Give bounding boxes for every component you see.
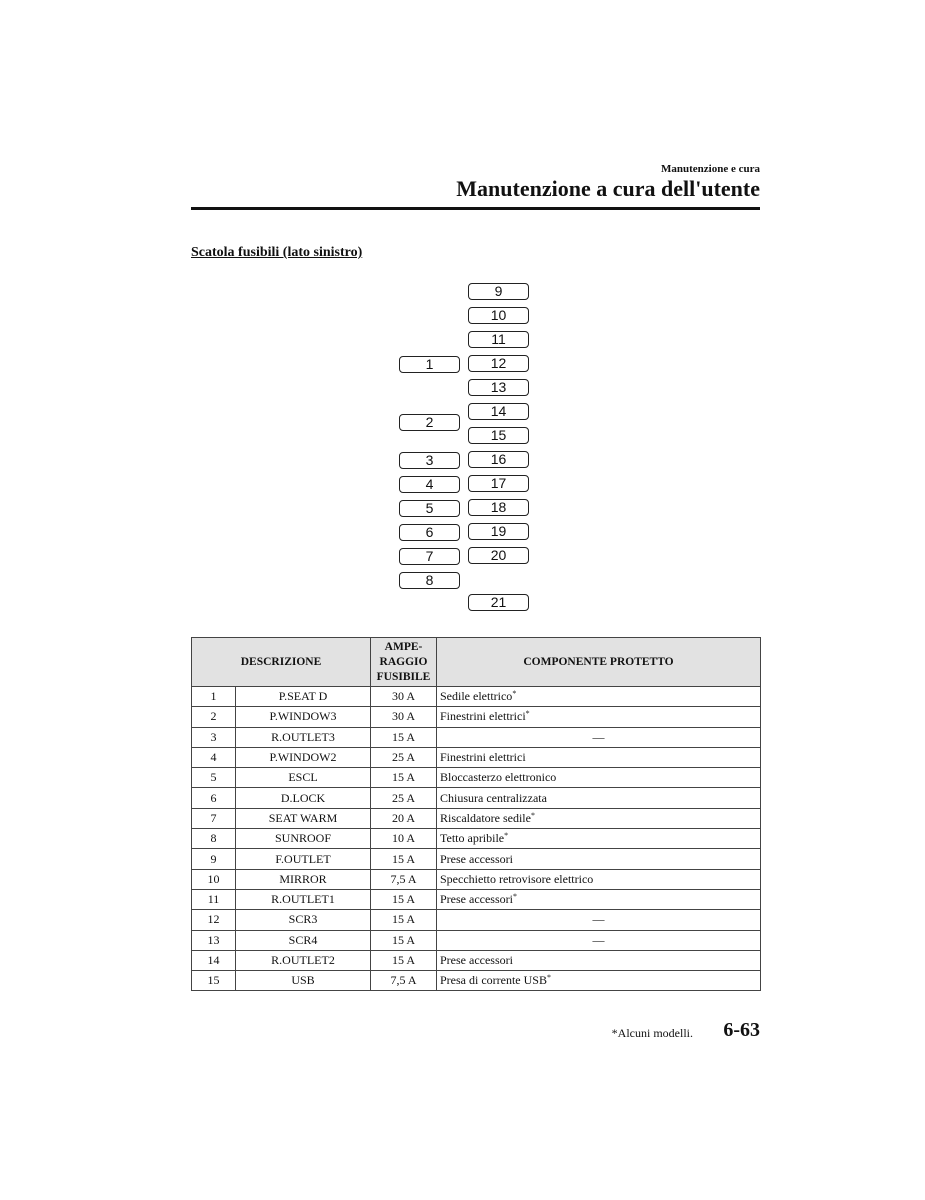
table-row: [192, 687, 761, 707]
header-component: COMPONENTE PROTETTO: [437, 638, 761, 687]
fuse-description: F.OUTLET: [236, 849, 371, 869]
fuse-ampere: 15 A: [371, 727, 437, 747]
protected-component: [437, 727, 761, 747]
fuse-slot: 20: [468, 547, 529, 564]
table-row: [192, 910, 761, 930]
component-text: Finestrini elettrici: [440, 709, 526, 724]
subheading: Scatola fusibili (lato sinistro): [191, 245, 363, 260]
page-title: Manutenzione a cura dell'utente: [456, 176, 760, 201]
protected-component: [437, 747, 761, 767]
fuse-ampere: 15 A: [371, 849, 437, 869]
protected-component: [437, 869, 761, 889]
fuse-description: R.OUTLET2: [236, 950, 371, 970]
component-text: Riscaldatore sedile: [440, 810, 531, 825]
fuse-slot: 2: [399, 414, 460, 431]
fuse-description: SUNROOF: [236, 829, 371, 849]
some-models-marker: *: [512, 892, 517, 902]
page-number: 6-63: [723, 1019, 760, 1041]
table-row: [192, 930, 761, 950]
component-text: Chiusura centralizzata: [440, 790, 547, 805]
protected-component: [437, 889, 761, 909]
protected-component: [437, 788, 761, 808]
fuse-description: R.OUTLET1: [236, 889, 371, 909]
header-ampere: AMPE- RAGGIO FUSIBILE: [371, 638, 437, 687]
table-row: [192, 808, 761, 828]
fuse-description: P.WINDOW2: [236, 747, 371, 767]
table-row: [192, 788, 761, 808]
header-description: DESCRIZIONE: [192, 638, 371, 687]
fuse-slot: 16: [468, 451, 529, 468]
some-models-marker: *: [512, 689, 517, 699]
component-text: Finestrini elettrici: [440, 750, 526, 765]
fuse-slot: 10: [468, 307, 529, 324]
component-text: Prese accessori: [440, 892, 513, 907]
protected-component: [437, 687, 761, 707]
fuse-number: 7: [192, 808, 236, 828]
fuse-ampere: 15 A: [371, 930, 437, 950]
fuse-ampere: 10 A: [371, 829, 437, 849]
fuse-description: P.WINDOW3: [236, 707, 371, 727]
section-label: Manutenzione e cura: [661, 163, 760, 175]
component-text: Presa di corrente USB: [440, 973, 547, 988]
component-text: Sedile elettrico: [440, 689, 513, 704]
title-rule: [191, 207, 760, 210]
fuse-description: ESCL: [236, 768, 371, 788]
table-row: [192, 707, 761, 727]
fuse-ampere: 7,5 A: [371, 971, 437, 991]
table-row: [192, 849, 761, 869]
protected-component: [437, 768, 761, 788]
component-text: Specchietto retrovisore elettrico: [440, 871, 594, 886]
fuse-number: 14: [192, 950, 236, 970]
fuse-ampere: 25 A: [371, 788, 437, 808]
fuse-slot: 12: [468, 355, 529, 372]
fuse-slot: 8: [399, 572, 460, 589]
fuse-ampere: 15 A: [371, 950, 437, 970]
fuse-ampere: 30 A: [371, 687, 437, 707]
component-text: Prese accessori: [440, 953, 513, 967]
table-row: [192, 971, 761, 991]
table-row: [192, 747, 761, 767]
protected-component: [437, 950, 761, 970]
some-models-marker: *: [546, 973, 551, 983]
fuse-slot: 14: [468, 403, 529, 420]
fuse-number: 6: [192, 788, 236, 808]
fuse-number: 13: [192, 930, 236, 950]
fuse-slot: 7: [399, 548, 460, 565]
fuse-description: MIRROR: [236, 869, 371, 889]
fuse-slot: 19: [468, 523, 529, 540]
component-text: Tetto apribile: [440, 831, 505, 846]
fuse-number: 11: [192, 889, 236, 909]
table-row: [192, 727, 761, 747]
component-text: —: [592, 729, 605, 744]
protected-component: [437, 849, 761, 869]
some-models-marker: *: [525, 709, 530, 719]
fuse-slot: 5: [399, 500, 460, 517]
fuse-ampere: 15 A: [371, 889, 437, 909]
component-text: Bloccasterzo elettronico: [440, 770, 557, 785]
some-models-marker: *: [530, 810, 535, 820]
fuse-slot: 21: [468, 594, 529, 611]
some-models-marker: *: [504, 831, 509, 841]
table-row: [192, 829, 761, 849]
protected-component: [437, 829, 761, 849]
fuse-description: USB: [236, 971, 371, 991]
fuse-ampere: 30 A: [371, 707, 437, 727]
protected-component: [437, 707, 761, 727]
fuse-description: SEAT WARM: [236, 808, 371, 828]
table-row: [192, 950, 761, 970]
component-text: —: [592, 912, 605, 927]
fuse-slot: 17: [468, 475, 529, 492]
fuse-number: 15: [192, 971, 236, 991]
fuse-ampere: 7,5 A: [371, 869, 437, 889]
fuse-number: 12: [192, 910, 236, 930]
fuse-slot: 4: [399, 476, 460, 493]
fuse-number: 3: [192, 727, 236, 747]
component-text: —: [592, 932, 605, 947]
fuse-number: 8: [192, 829, 236, 849]
protected-component: [437, 971, 761, 991]
fuse-number: 4: [192, 747, 236, 767]
fuse-number: 9: [192, 849, 236, 869]
table-row: [192, 889, 761, 909]
fuse-description: R.OUTLET3: [236, 727, 371, 747]
protected-component: [437, 808, 761, 828]
protected-component: [437, 930, 761, 950]
fuse-slot: 1: [399, 356, 460, 373]
fuse-slot: 11: [468, 331, 529, 348]
table-header-row: [192, 638, 761, 687]
fuse-description: P.SEAT D: [236, 687, 371, 707]
fuse-slot: 3: [399, 452, 460, 469]
fuse-slot: 18: [468, 499, 529, 516]
fuse-slot: 15: [468, 427, 529, 444]
fuse-slot: 9: [468, 283, 529, 300]
fuse-description: SCR4: [236, 930, 371, 950]
fuse-table: [191, 637, 761, 991]
fuse-slot: 6: [399, 524, 460, 541]
fuse-number: 10: [192, 869, 236, 889]
fuse-ampere: 15 A: [371, 768, 437, 788]
fuse-ampere: 20 A: [371, 808, 437, 828]
fuse-number: 1: [192, 687, 236, 707]
component-text: Prese accessori: [440, 851, 513, 866]
fuse-number: 2: [192, 707, 236, 727]
fuse-ampere: 25 A: [371, 747, 437, 767]
fuse-ampere: 15 A: [371, 910, 437, 930]
fuse-number: 5: [192, 768, 236, 788]
table-row: [192, 869, 761, 889]
table-row: [192, 768, 761, 788]
fuse-description: SCR3: [236, 910, 371, 930]
protected-component: [437, 910, 761, 930]
fuse-slot: 13: [468, 379, 529, 396]
fuse-description: D.LOCK: [236, 788, 371, 808]
footnote: *Alcuni modelli.: [611, 1026, 693, 1040]
